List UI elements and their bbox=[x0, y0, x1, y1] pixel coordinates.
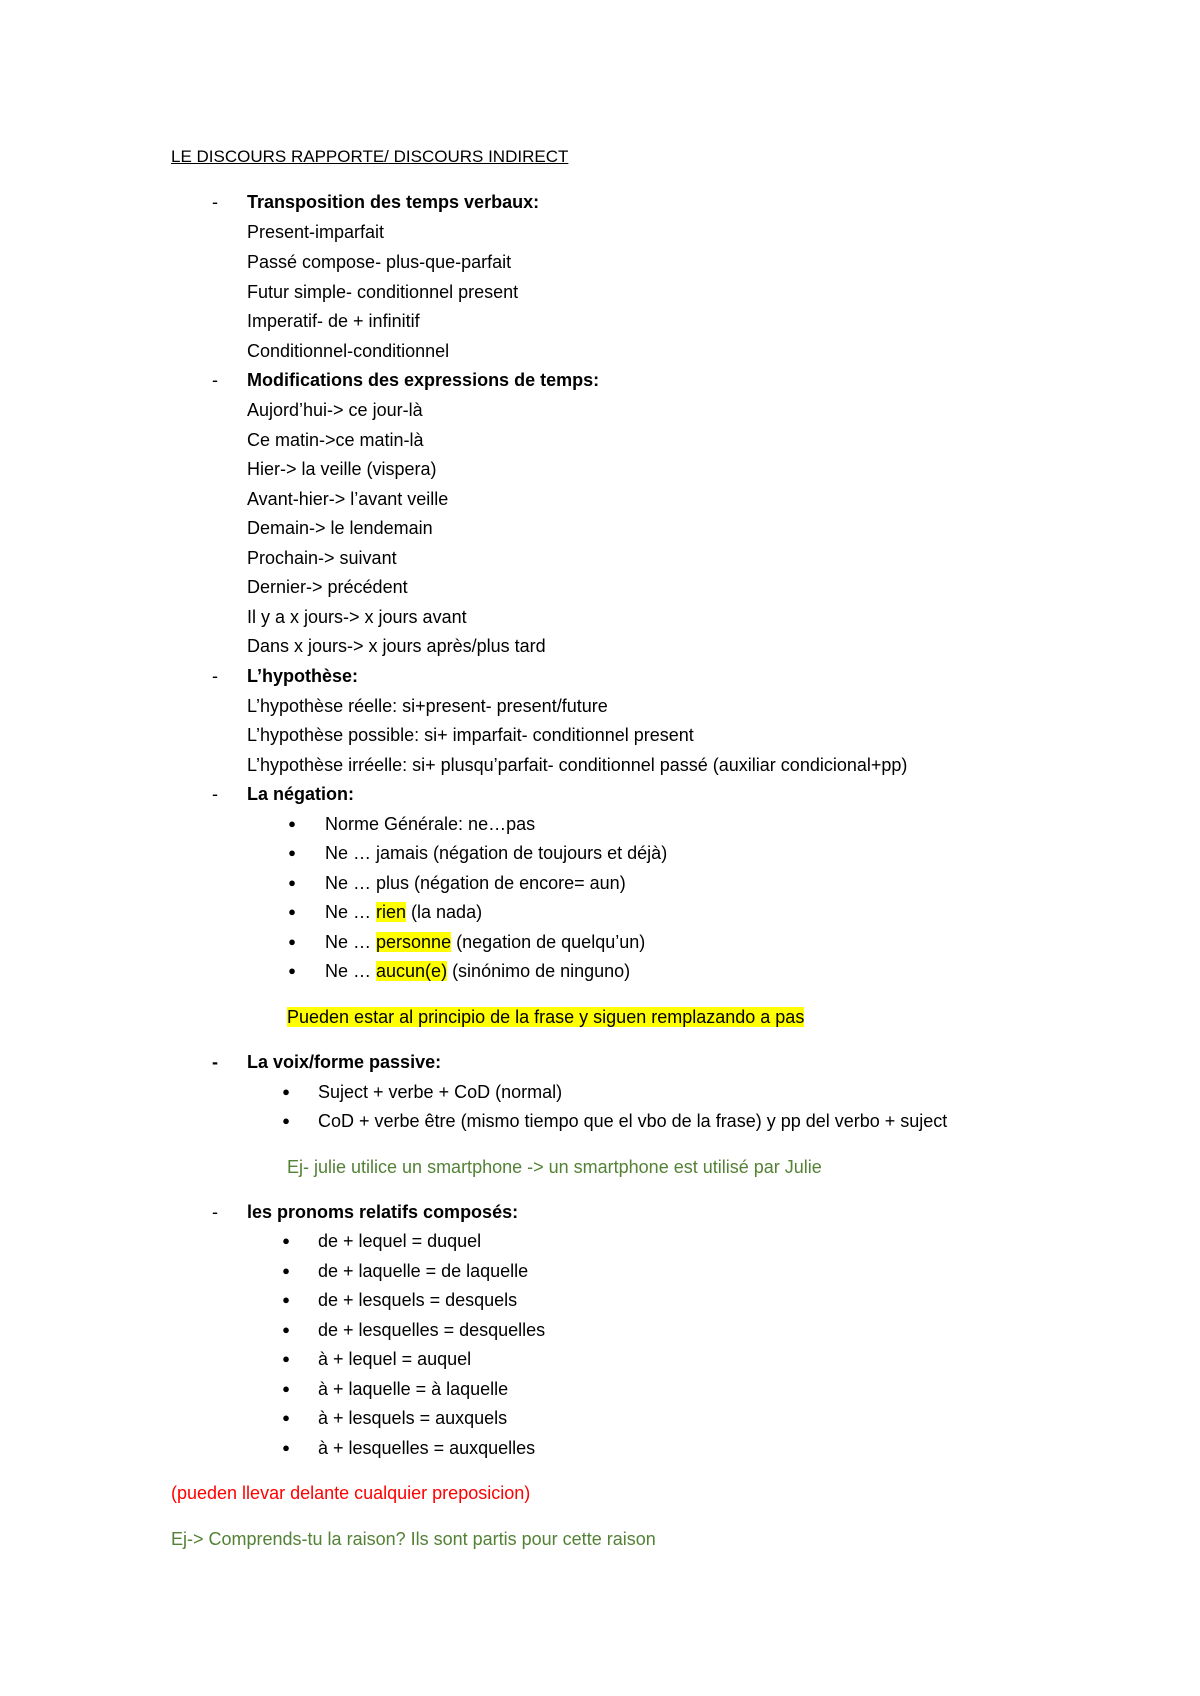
footer-note: (pueden llevar delante cualquier preposicion) bbox=[171, 1483, 531, 1503]
list-item: Hier-> la veille (vispera) bbox=[247, 459, 437, 479]
bullet-icon: ● bbox=[282, 1292, 290, 1307]
list-item: Passé compose- plus-que-parfait bbox=[247, 252, 512, 272]
highlighted-term: aucun(e) bbox=[376, 961, 448, 981]
bullet-icon: ● bbox=[288, 816, 296, 831]
section-dash: - bbox=[212, 370, 218, 390]
list-item: Dans x jours-> x jours après/plus tard bbox=[247, 636, 546, 656]
list-item: Prochain-> suivant bbox=[247, 548, 397, 568]
list-item: Il y a x jours-> x jours avant bbox=[247, 607, 467, 627]
list-item: L’hypothèse possible: si+ imparfait- conditionnel present bbox=[247, 725, 694, 745]
bullet-item: à + laquelle = à laquelle bbox=[318, 1379, 509, 1399]
highlighted-term: rien bbox=[376, 902, 407, 922]
passive-example: Ej- julie utilice un smartphone -> un smartphone est utilisé par Julie bbox=[287, 1157, 822, 1177]
bullet-item: Ne … personne (negation de quelqu’un) bbox=[325, 932, 646, 952]
list-item: Aujord’hui-> ce jour-là bbox=[247, 400, 423, 420]
section-heading-transposition: Transposition des temps verbaux: bbox=[247, 192, 540, 212]
bullet-icon: ● bbox=[288, 845, 296, 860]
bullet-item: Suject + verbe + CoD (normal) bbox=[318, 1082, 563, 1102]
section-dash: - bbox=[212, 1202, 218, 1222]
list-item: Imperatif- de + infinitif bbox=[247, 311, 420, 331]
bullet-item: de + lesquels = desquels bbox=[318, 1290, 518, 1310]
footer-example: Ej-> Comprends-tu la raison? Ils sont partis pour cette raison bbox=[171, 1529, 656, 1549]
section-heading-negation: La négation: bbox=[247, 784, 354, 804]
bullet-icon: ● bbox=[282, 1233, 290, 1248]
bullet-icon: ● bbox=[288, 875, 296, 890]
bullet-icon: ● bbox=[282, 1113, 290, 1128]
highlighted-term: personne bbox=[376, 932, 452, 952]
list-item: Avant-hier-> l’avant veille bbox=[247, 489, 449, 509]
bullet-item: Ne … rien (la nada) bbox=[325, 902, 483, 922]
list-item: Futur simple- conditionnel present bbox=[247, 282, 519, 302]
list-item: Ce matin->ce matin-là bbox=[247, 430, 424, 450]
section-heading-time-expressions: Modifications des expressions de temps: bbox=[247, 370, 600, 390]
bullet-icon: ● bbox=[282, 1263, 290, 1278]
bullet-icon: ● bbox=[288, 934, 296, 949]
bullet-icon: ● bbox=[282, 1351, 290, 1366]
bullet-item: Norme Générale: ne…pas bbox=[325, 814, 536, 834]
section-heading-relative-pronouns: les pronoms relatifs composés: bbox=[247, 1202, 519, 1222]
list-item: L’hypothèse réelle: si+present- present/future bbox=[247, 696, 608, 716]
bullet-item: CoD + verbe être (mismo tiempo que el vbo de la frase) y pp del verbo + suject bbox=[318, 1111, 948, 1131]
list-item: L’hypothèse irréelle: si+ plusqu’parfait- conditionnel passé (auxiliar condicional+pp) bbox=[247, 755, 908, 775]
section-dash: - bbox=[212, 192, 218, 212]
list-item: Conditionnel-conditionnel bbox=[247, 341, 450, 361]
bullet-item: de + lequel = duquel bbox=[318, 1231, 482, 1251]
section-dash: - bbox=[212, 1052, 218, 1072]
list-item: Present-imparfait bbox=[247, 222, 385, 242]
bullet-item: à + lesquels = auxquels bbox=[318, 1408, 508, 1428]
bullet-icon: ● bbox=[282, 1084, 290, 1099]
bullet-icon: ● bbox=[282, 1440, 290, 1455]
bullet-icon: ● bbox=[282, 1381, 290, 1396]
section-heading-passive: La voix/forme passive: bbox=[247, 1052, 442, 1072]
bullet-icon: ● bbox=[282, 1322, 290, 1337]
bullet-icon: ● bbox=[288, 904, 296, 919]
section-dash: - bbox=[212, 784, 218, 804]
list-item: Demain-> le lendemain bbox=[247, 518, 433, 538]
bullet-item: de + lesquelles = desquelles bbox=[318, 1320, 546, 1340]
bullet-item: à + lesquelles = auxquelles bbox=[318, 1438, 536, 1458]
bullet-item: à + lequel = auquel bbox=[318, 1349, 472, 1369]
bullet-item: Ne … aucun(e) (sinónimo de ninguno) bbox=[325, 961, 631, 981]
section-heading-hypothesis: L’hypothèse: bbox=[247, 666, 359, 686]
bullet-icon: ● bbox=[282, 1410, 290, 1425]
bullet-item: Ne … jamais (négation de toujours et déjà) bbox=[325, 843, 668, 863]
document-title: LE DISCOURS RAPPORTE/ DISCOURS INDIRECT bbox=[171, 147, 569, 166]
list-item: Dernier-> précédent bbox=[247, 577, 408, 597]
negation-note: Pueden estar al principio de la frase y siguen remplazando a pas bbox=[287, 1007, 805, 1027]
bullet-item: de + laquelle = de laquelle bbox=[318, 1261, 529, 1281]
bullet-item: Ne … plus (négation de encore= aun) bbox=[325, 873, 626, 893]
section-dash: - bbox=[212, 666, 218, 686]
bullet-icon: ● bbox=[288, 963, 296, 978]
